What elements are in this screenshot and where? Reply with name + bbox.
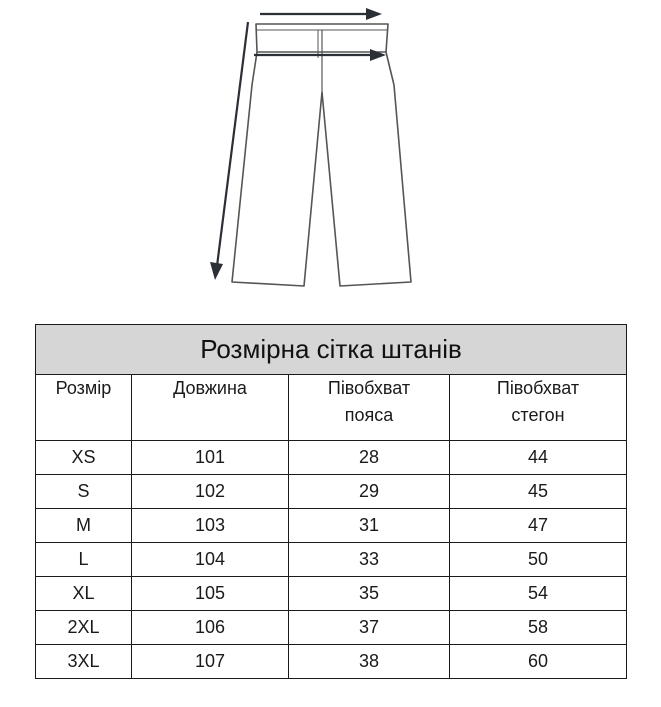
trousers-diagram [0, 0, 661, 300]
table-row [36, 611, 627, 645]
table-row [36, 509, 627, 543]
cell-length: 105 [132, 577, 289, 611]
cell-hips: 44 [450, 441, 627, 475]
cell-length: 103 [132, 509, 289, 543]
cell-size: 2XL [36, 611, 132, 645]
cell-waist: 33 [289, 543, 450, 577]
table-row [36, 543, 627, 577]
cell-size: 3XL [36, 645, 132, 679]
table-title: Розмірна сітка штанів [36, 325, 627, 375]
cell-hips: 54 [450, 577, 627, 611]
cell-length: 106 [132, 611, 289, 645]
table-row [36, 475, 627, 509]
cell-size: S [36, 475, 132, 509]
cell-hips: 45 [450, 475, 627, 509]
cell-size: XS [36, 441, 132, 475]
cell-hips: 58 [450, 611, 627, 645]
header-length: Довжина [132, 375, 289, 441]
header-waist: Півобхват пояса [289, 375, 450, 441]
cell-size: XL [36, 577, 132, 611]
cell-hips: 47 [450, 509, 627, 543]
table-row [36, 645, 627, 679]
cell-length: 101 [132, 441, 289, 475]
table-title-row [36, 325, 627, 375]
cell-length: 102 [132, 475, 289, 509]
cell-waist: 28 [289, 441, 450, 475]
trousers-icon [232, 24, 411, 286]
header-hips: Півобхват стегон [450, 375, 627, 441]
header-size: Розмір [36, 375, 132, 441]
cell-length: 104 [132, 543, 289, 577]
cell-waist: 35 [289, 577, 450, 611]
cell-hips: 50 [450, 543, 627, 577]
cell-waist: 38 [289, 645, 450, 679]
table-row [36, 577, 627, 611]
cell-waist: 37 [289, 611, 450, 645]
table-row [36, 441, 627, 475]
cell-size: L [36, 543, 132, 577]
cell-waist: 31 [289, 509, 450, 543]
cell-hips: 60 [450, 645, 627, 679]
cell-waist: 29 [289, 475, 450, 509]
cell-size: M [36, 509, 132, 543]
table-header-row [36, 375, 627, 441]
size-chart-table [35, 324, 627, 679]
length-arrow [217, 22, 248, 266]
cell-length: 107 [132, 645, 289, 679]
